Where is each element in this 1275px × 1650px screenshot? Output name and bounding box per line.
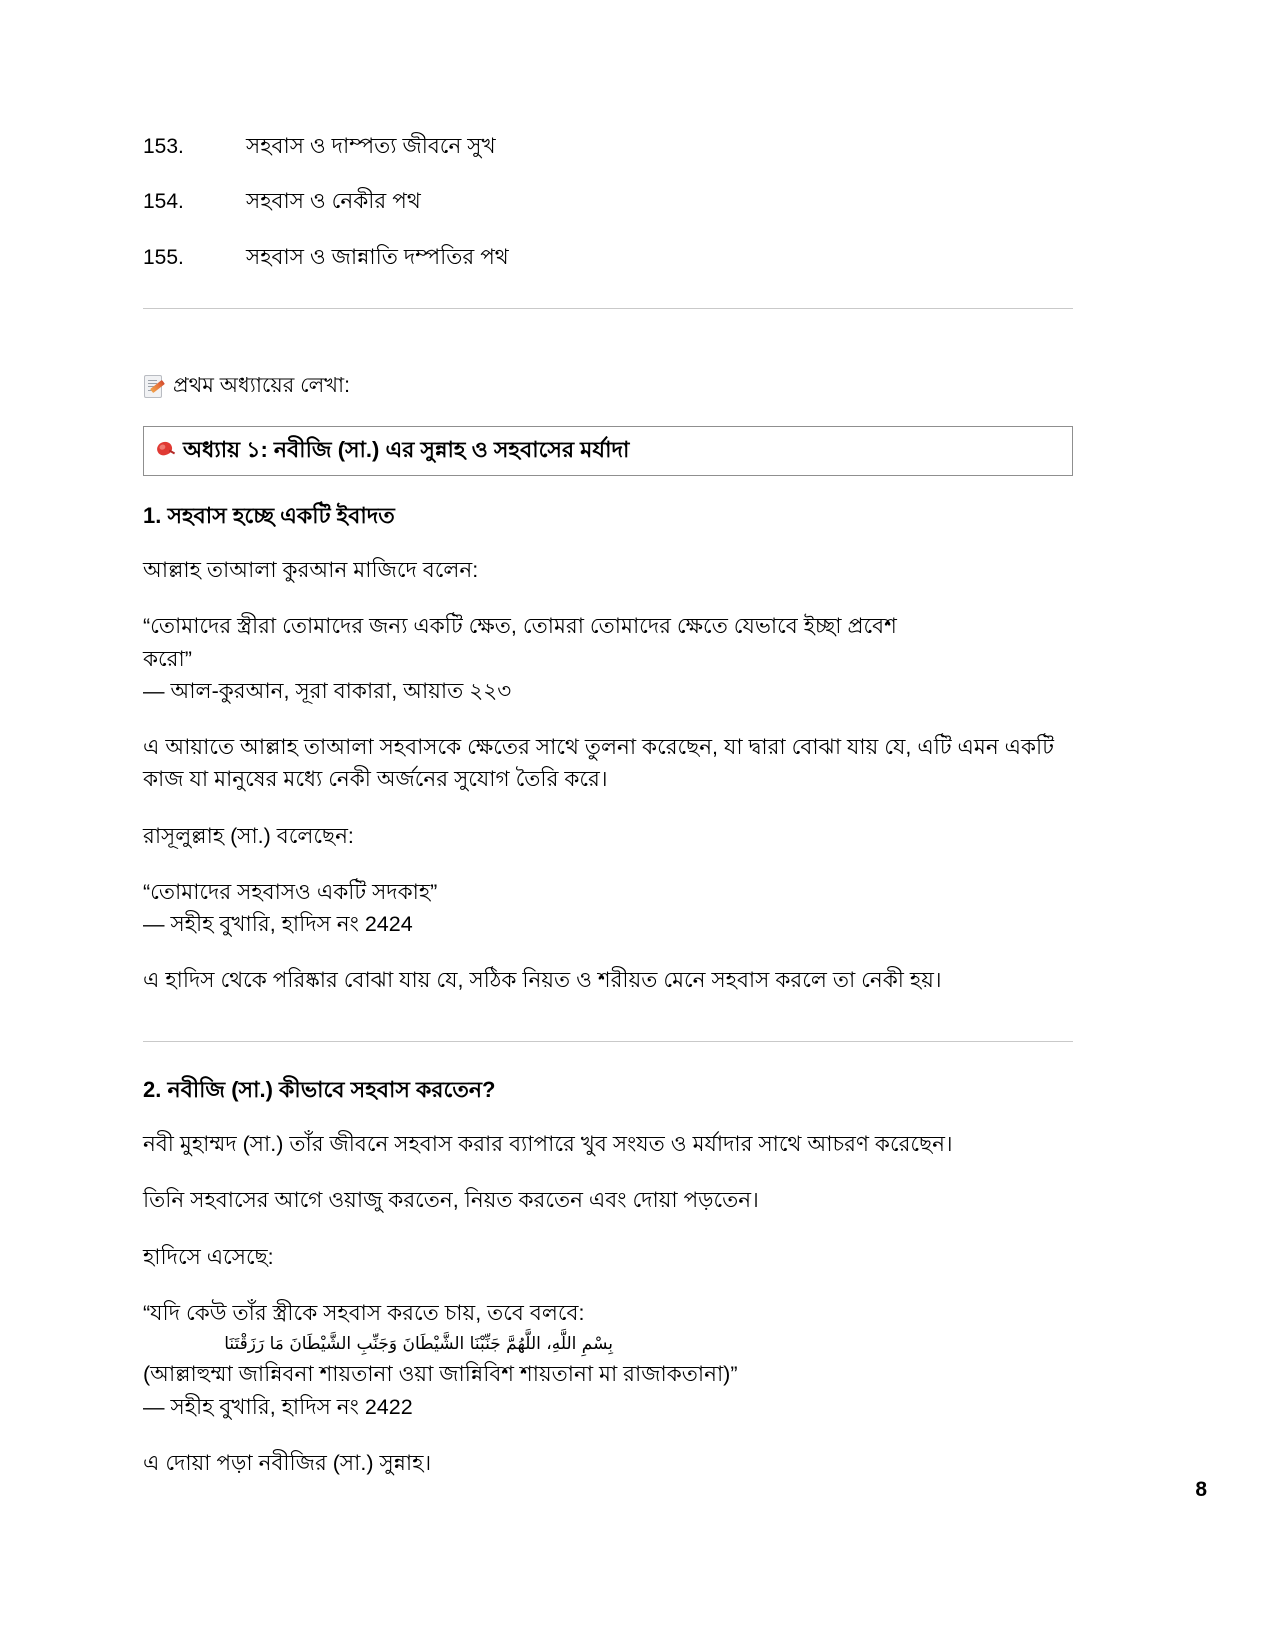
list-item-title: সহবাস ও দাম্পত্য জীবনে সুখ — [246, 134, 496, 158]
hadith-citation: — সহীহ বুখারি, হাদিস নং 2424 — [143, 912, 413, 937]
table-of-contents-list — [143, 0, 1073, 272]
list-item-number: 153. — [143, 135, 184, 158]
hadith-quote-1 — [143, 876, 1073, 941]
quran-citation: — আল-কুরআন, সূরা বাকারা, আয়াত ২২৩ — [143, 678, 512, 703]
list-item — [143, 132, 1073, 161]
dua-intro-line: “যদি কেউ তাঁর স্ত্রীকে সহবাস করতে চায়, তবে বলবে: — [143, 1300, 585, 1325]
section-divider-top — [143, 308, 1073, 309]
list-item-number: 154. — [143, 190, 184, 214]
chapter-note-label: প্রথম অধ্যায়ের লেখা: — [173, 374, 350, 398]
quran-quote — [143, 610, 1073, 707]
section-heading-1: 1. সহবাস হচ্ছে একটি ইবাদত — [143, 502, 395, 528]
list-item-title: সহবাস ও জান্নাতি দম্পতির পথ — [246, 244, 509, 269]
section-2-paragraph-1: নবী মুহাম্মদ (সা.) তাঁর জীবনে সহবাস করার ব্যাপারে খুব সংযত ও মর্যাদার সাথে আচরণ করেছেন। — [143, 1132, 953, 1157]
dua-arabic-text: بِسْمِ اللَّهِ، اللَّهُمَّ جَنِّبْنَا الشَّيْطَانَ وَجَنِّبِ الشَّيْطَانَ مَا رَزَقْتَنَا — [224, 1334, 613, 1355]
section-1-hadith-intro: রাসূলুল্লাহ (সা.) বলেছেন: — [143, 823, 354, 848]
section-2-paragraph-3: হাদিসে এসেছে: — [143, 1244, 274, 1269]
section-heading-2: 2. নবীজি (সা.) কীভাবে সহবাস করতেন? — [143, 1076, 496, 1102]
chapter-title-box — [143, 426, 1073, 476]
section-divider-middle — [143, 1041, 1073, 1042]
dua-citation: — সহীহ বুখারি, হাদিস নং 2422 — [143, 1394, 413, 1419]
chapter-note-line — [143, 369, 1073, 404]
chapter-title: অধ্যায় ১: নবীজি (সা.) এর সুন্নাহ ও সহবাসের মর্যাদা — [183, 437, 630, 463]
memo-icon — [143, 375, 165, 399]
section-2-closing: এ দোয়া পড়া নবীজির (সা.) সুন্নাহ। — [143, 1450, 432, 1475]
list-item-title: সহবাস ও নেকীর পথ — [246, 189, 421, 214]
list-item-number: 155. — [143, 245, 184, 269]
hadith-quote-text: “তোমাদের সহবাসও একটি সদকাহ” — [143, 879, 438, 904]
quran-quote-line-1: “তোমাদের স্ত্রীরা তোমাদের জন্য একটি ক্ষেত, তোমরা তোমাদের ক্ষেতে যেভাবে ইচ্ছা প্রবেশ — [143, 614, 897, 639]
list-item — [143, 187, 1073, 216]
pushpin-icon — [156, 440, 174, 460]
list-item — [143, 243, 1073, 272]
section-1-explanation: এ আয়াতে আল্লাহ তাআলা সহবাসকে ক্ষেতের সাথে তুলনা করেছেন, যা দ্বারা বোঝা যায় যে, এটি এমন একটি কাজ যা মানুষের মধ্যে নেকী অর্জনের সুযোগ তৈরি করে। — [143, 735, 1054, 792]
dua-transliteration: (আল্লাহুম্মা জান্নিবনা শায়তানা ওয়া জান্নিবিশ শায়তানা মা রাজাকতানা)” — [143, 1362, 738, 1387]
section-1-intro: আল্লাহ তাআলা কুরআন মাজিদে বলেন: — [143, 558, 479, 583]
quran-quote-line-2: করো” — [143, 646, 192, 671]
page-number: 8 — [1195, 1478, 1207, 1501]
section-2-paragraph-2: তিনি সহবাসের আগে ওয়াজু করতেন, নিয়ত করতেন এবং দোয়া পড়তেন। — [143, 1188, 759, 1213]
dua-quote-block — [143, 1297, 1073, 1423]
section-1-closing: এ হাদিস থেকে পরিষ্কার বোঝা যায় যে, সঠিক নিয়ত ও শরীয়ত মেনে সহবাস করলে তা নেকী হয়। — [143, 968, 942, 993]
page-content — [143, 0, 1073, 1479]
